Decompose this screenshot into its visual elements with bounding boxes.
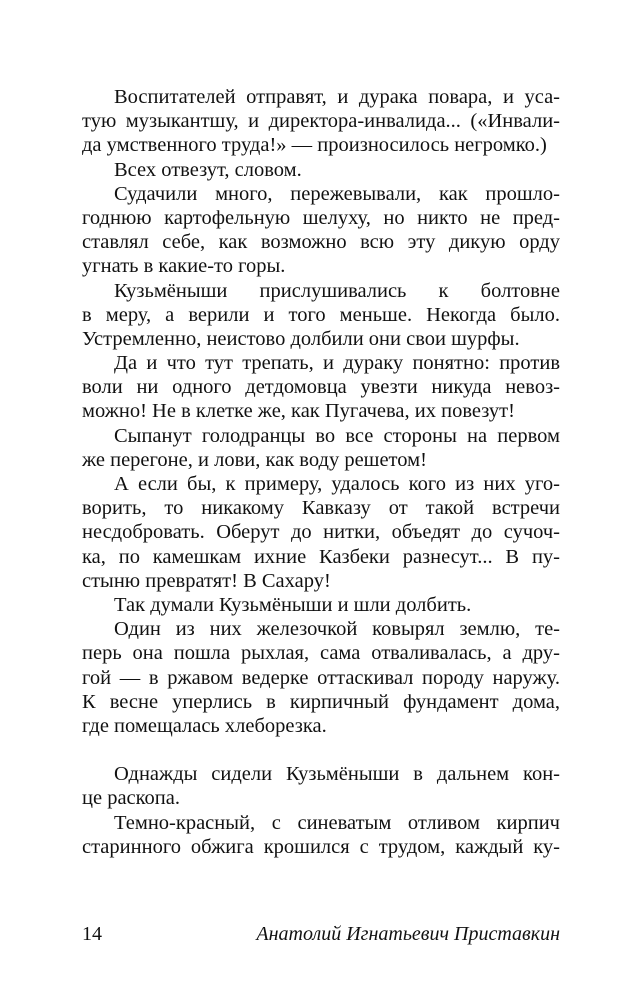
text-line: А если бы, к примеру, удалось кого из них уго-	[114, 473, 560, 495]
text-line: Да и что тут трепать, и дураку понятно: против	[114, 352, 560, 375]
text-line: Один из них железочкой ковырял землю, те-	[114, 618, 560, 641]
text-line: ворить, то никакому Кавказу от такой встречи	[82, 497, 560, 520]
body-text	[82, 85, 560, 859]
text-line: несдобровать. Оберут до нитки, объедят до сучоч-	[82, 521, 560, 544]
text-line: Так думали Кузьмёныши и шли долбить.	[114, 593, 472, 616]
page-number: 14	[82, 923, 102, 945]
text-line: Всех отвезут, словом.	[114, 158, 302, 181]
text-line: Воспитателей отправят, и дурака повара, и уса-	[114, 86, 560, 108]
text-line: годнюю картофельную шелуху, но никто не пред-	[82, 206, 560, 229]
text-line: перь она пошла рыхлая, сама отваливалась, а дру-	[82, 642, 560, 665]
text-line: Судачили много, пережевывали, как прошло-	[114, 182, 560, 205]
section-break	[82, 738, 560, 762]
text-line: ставлял себе, как возможно всю эту дикую орду	[82, 231, 560, 254]
running-title: Анатолий Игнатьевич Приставкин	[256, 923, 560, 945]
text-line: Темно-красный, с синеватым отливом кирпич	[114, 811, 560, 834]
text-line: можно! Не в клетке же, как Пугачева, их повезут!	[82, 400, 515, 423]
text-line: стыню превратят! В Сахару!	[82, 569, 331, 592]
text-line: же перегоне, и лови, как воду решетом!	[82, 448, 427, 471]
text-line: гой — в ржавом ведерке оттаскивал породу наружу.	[82, 666, 560, 689]
text-line: К весне уперлись в кирпичный фундамент дома,	[82, 690, 560, 713]
text-line: в меру, а верили и того меньше. Некогда было.	[82, 303, 560, 326]
text-line: Сыпанут голодранцы во все стороны на первом	[114, 424, 560, 447]
text-line: да умственного труда!» — произносилось негромко.)	[82, 134, 547, 157]
text-line: ка, по камешкам ихние Казбеки разнесут... В пу-	[82, 545, 560, 568]
text-line: старинного обжига крошился с трудом, каждый ку-	[82, 835, 560, 858]
text-line: Устремленно, неистово долбили они свои шурфы.	[82, 327, 520, 350]
text-line: где помещалась хлеборезка.	[82, 714, 327, 737]
text-line: Однажды сидели Кузьмёныши в дальнем кон-	[114, 763, 560, 786]
text-line: це раскопа.	[82, 787, 181, 810]
text-line: угнать в какие-то горы.	[82, 255, 286, 278]
text-line: тую музыкантшу, и директора-инвалида... («Инвали-	[82, 110, 560, 133]
text-line: Кузьмёныши прислушивались к болтовне	[114, 279, 560, 302]
text-line: воли ни одного детдомовца увезти никуда невоз-	[82, 376, 560, 399]
